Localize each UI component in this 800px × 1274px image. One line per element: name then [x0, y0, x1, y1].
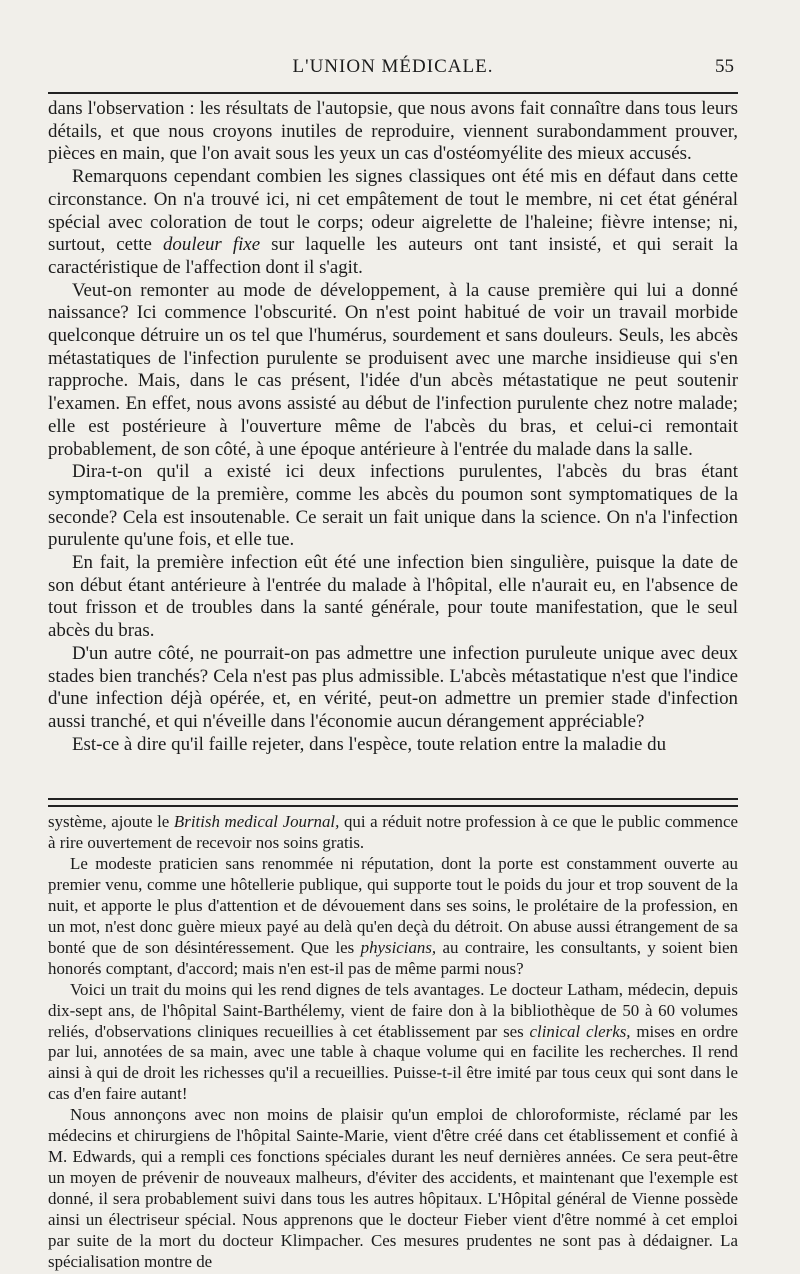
paragraph-text: système, ajoute le — [48, 812, 174, 831]
feuilleton-paragraph — [48, 980, 738, 1106]
paragraph-text: mises en ordre par lui, annotées de sa main, avec une table à chaque volume qui en facilite les recherches. Il rend ainsi à qui de droit les richesses qu'il a recueillies. Puisse-t-il être imité par tous ceux qui sont dans le cas d'en faire autant! — [48, 1021, 738, 1104]
emphasized-term: douleur fixe — [162, 234, 261, 256]
feuilleton-body — [48, 812, 738, 1273]
emphasized-term: clinical clerks, — [529, 1021, 631, 1041]
feuilleton-paragraph: Nous annonçons avec non moins de plaisir qu'un emploi de chloroformiste, réclamé par les médecins et chirurgiens de l'hôpital Sainte-Marie, vient d'être créé dans cet établissement et confié à M. Edwards, qui a rempli ces fonctions spéciales durant les neuf dernières années. Ce sera peut-être un moyen de prévenir de nouveaux malheurs, d'éviter des accidents, et maintenant que l'exemple est donné, il sera probablement suivi dans tous les autres hôpitaux. L'Hôpital général de Vienne possède ainsi un électriseur spécial. Nous apprenons que le docteur Fieber vient d'être nommé à cet emploi par suite de la mort du docteur Klimpacher. Ces mesures prudentes ne sont pas à dédaigner. La spécialisation montre de — [48, 1105, 738, 1272]
emphasized-term: physicians, — [360, 937, 437, 957]
article-paragraph: Est-ce à dire qu'il faille rejeter, dans l'espèce, toute relation entre la maladie du — [72, 733, 667, 755]
article-paragraph: D'un autre côté, ne pourrait-on pas admettre une infection puruleute unique avec deux stades bien tranchés? Cela n'est pas plus admissible. L'abcès métastatique n'est que l'indice d'une infection déjà opérée, et, en vérité, peut-on admettre un premier stade d'infection aussi tranché, et qui n'éveille dans l'économie aucun dérangement appréciable? — [48, 642, 738, 732]
paragraph-text: qui a réduit notre profession à ce que le public commence à rire ouvertement de recevoir nos soins gratis. — [48, 812, 738, 852]
article-paragraph: Dira-t-on qu'il a existé ici deux infections purulentes, l'abcès du bras étant symptomatique de la première, comme les abcès du poumon sont symptomatiques de la seconde? Cela est insoutenable. Ce serait un fait unique dans la science. On n'a l'infection purulente qu'une fois, et elle tue. — [48, 461, 738, 551]
page-number: 55 — [715, 56, 734, 77]
article-paragraph: Veut-on remonter au mode de développement, à la cause première qui lui a donné naissance? Ici commence l'obscurité. On n'est point habitué de voir un travail morbide quelconque détruire un os tel que l'humérus, sourdement et sans douleurs. Seuls, les abcès métastatiques de l'infection purulente se produisent avec une marche insidieuse qui s'en rapproche. Mais, dans le cas présent, l'idée d'un abcès métastatique ne peut soutenir l'examen. En effet, nous avons assisté au début de l'infection purulente chez notre malade; elle est postérieure à l'ouverture même de l'abcès du bras, et celui-ci remontait probablement, de son côté, à une époque antérieure à l'entrée du malade dans la salle. — [48, 279, 738, 460]
header-rule — [48, 92, 738, 94]
article-body — [48, 98, 738, 756]
feuilleton-paragraph — [48, 812, 738, 854]
paragraph-text: sur laquelle les auteurs ont tant insisté, et qui serait la caractéristique de l'affection dont il s'agit. — [48, 234, 738, 278]
article-paragraph — [48, 166, 738, 280]
emphasized-term: British medical Journal, — [173, 812, 340, 831]
paragraph-text: au contraire, les consultants, y soient bien honorés comptant, d'accord; mais n'en est-il pas de même parmi nous? — [48, 937, 738, 978]
paragraph-text: Remarquons cependant combien les signes classiques ont été mis en défaut dans cette circonstance. On n'a trouvé ici, ni cet empâtement de tout le membre, ni cet état général spécial avec coloration de tout le corps; odeur aigrelette de l'haleine; fièvre intense; ni, surtout, cette — [48, 166, 738, 256]
paragraph-text: Le modeste praticien sans renommée ni réputation, dont la porte est constamment ouverte au premier venu, comme une hôtellerie publique, qui supporte tout le poids du jour et trop souvent de la nuit, et apporte le plus d'attention et de dévouement dans ses soins, le prolétaire de la profession, en un mot, n'est donc guère mieux payé au delà qu'en deçà du détroit. On abuse aussi étrangement de sa bonté que de son désintéressement. Que les — [48, 853, 738, 957]
article-paragraph: dans l'observation : les résultats de l'autopsie, que nous avons fait connaître dans tous leurs détails, et que nous croyons inutiles de reproduire, viennent surabondamment prouver, pièces en main, que l'on avait sous les yeux un cas d'ostéomyélite des mieux accusés. — [48, 98, 738, 165]
feuilleton-divider — [48, 798, 738, 807]
feuilleton-paragraph — [48, 854, 738, 980]
article-paragraph: En fait, la première infection eût été une infection bien singulière, puisque la date de son début étant antérieure à l'entrée du malade à l'hôpital, elle n'aurait eu, en l'absence de tout frisson et de troubles dans la santé générale, pour toute manifestation, que le seul abcès du bras. — [48, 552, 738, 642]
running-title: L'UNION MÉDICALE. — [292, 56, 494, 77]
paragraph-text: Voici un trait du moins qui les rend dignes de tels avantages. Le docteur Latham, médecin, depuis dix-sept ans, de l'hôpital Saint-Barthélemy, vient de faire don à la bibliothèque de 50 à 60 volumes reliés, d'observations cliniques recueillies à cet établissement par ses — [48, 979, 738, 1041]
page-header — [48, 52, 738, 82]
